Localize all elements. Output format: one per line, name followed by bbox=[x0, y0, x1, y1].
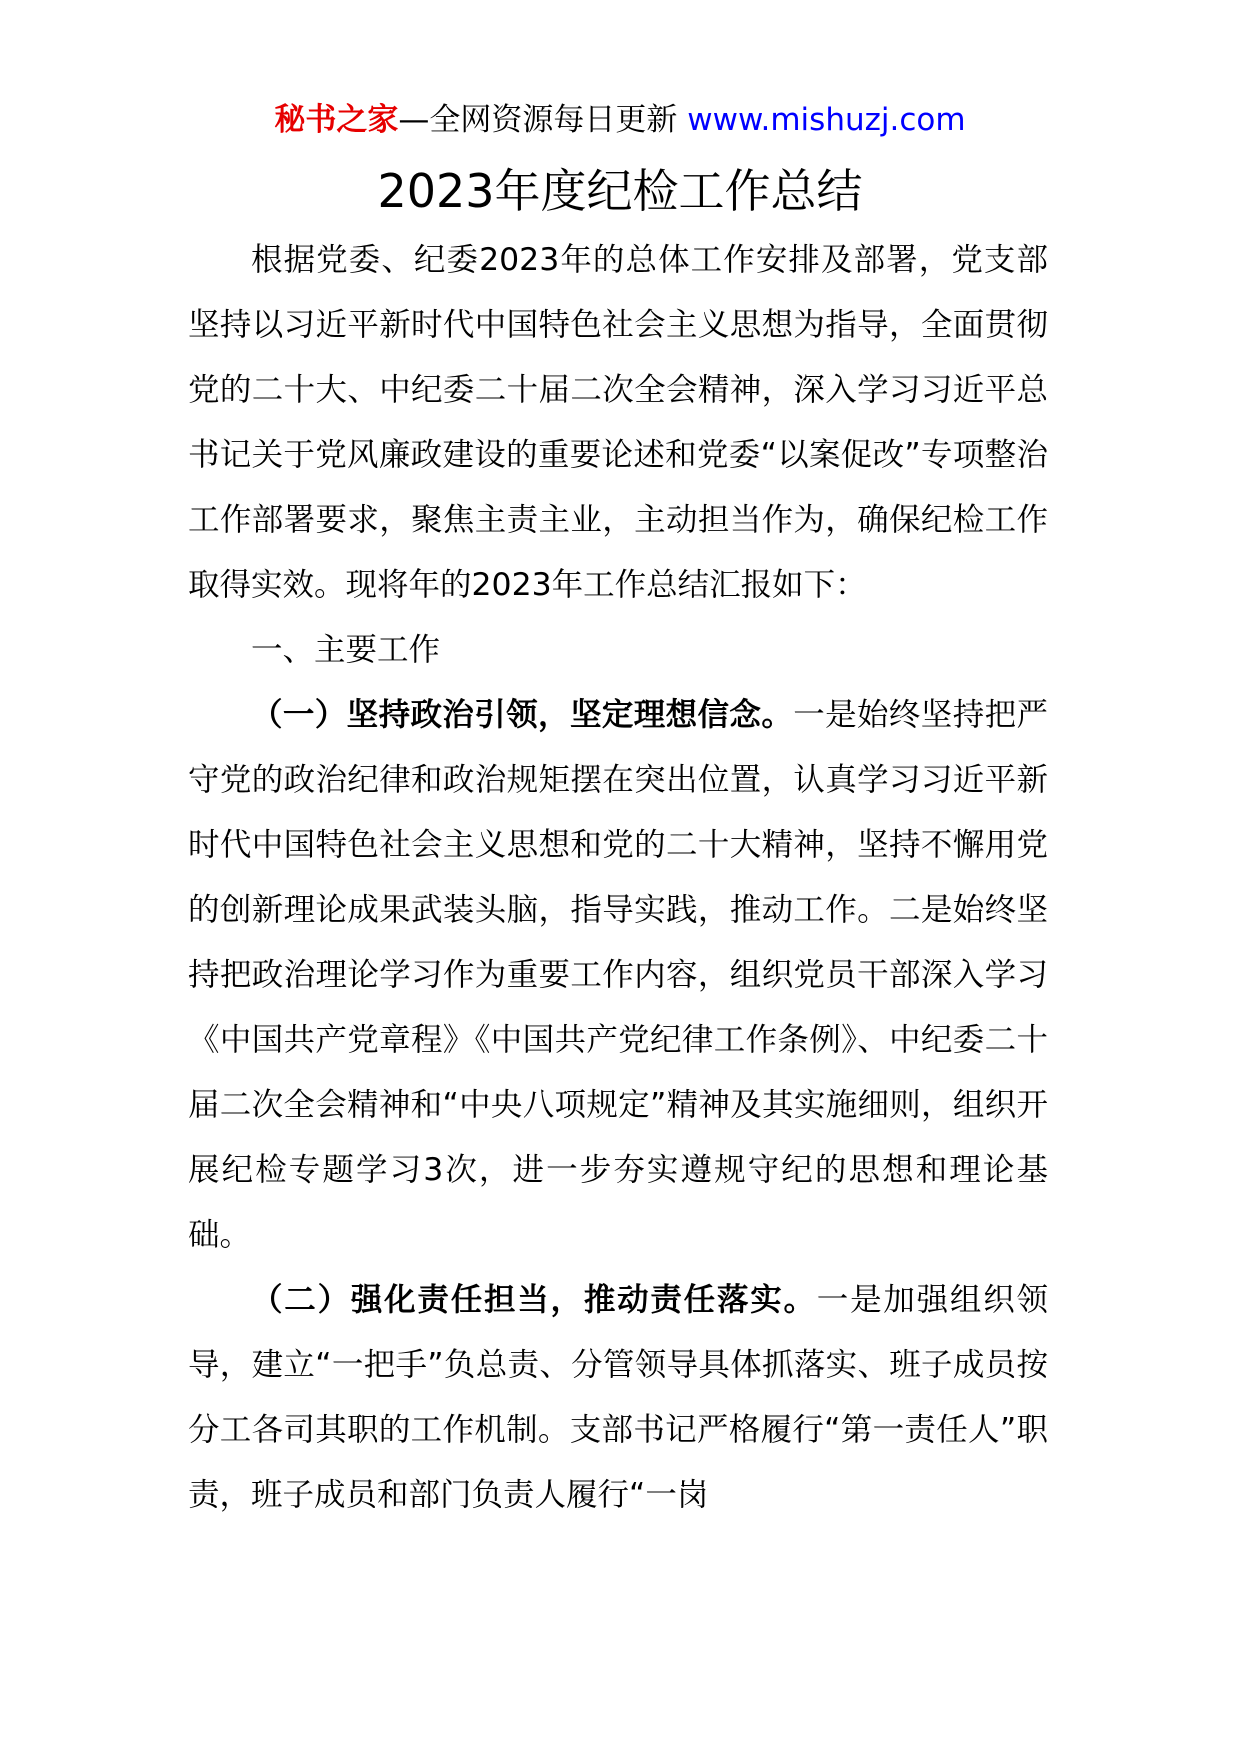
item-1-body: 一是始终坚持把严守党的政治纪律和政治规矩摆在突出位置，认真学习习近平新时代中国特色社会主义思想和党的二十大精神，坚持不懈用党的创新理论成果武装头脑，指导实践，推动工作。二是始终坚持把政治理论学习作为重要工作内容，组织党员干部深入学习《中国共产党章程》《中国共产党纪律工作条例》、中纪委二十届二次全会精神和“中央八项规定”精神及其实施细则，组织开展纪检专题学习3次，进一步夯实遵规守纪的思想和理论基础。 bbox=[188, 697, 1048, 1253]
site-brand: 秘书之家 bbox=[274, 102, 399, 138]
section-heading-main-work: 一、主要工作 bbox=[251, 632, 441, 668]
item-1-paragraph bbox=[188, 683, 1048, 1268]
document-title: 2023年度纪检工作总结 bbox=[377, 164, 863, 218]
intro-paragraph: 根据党委、纪委2023年的总体工作安排及部署，党支部坚持以习近平新时代中国特色社会主义思想为指导，全面贯彻党的二十大、中纪委二十届二次全会精神，深入学习习近平总书记关于党风廉政建设的重要论述和党委“以案促改”专项整治工作部署要求，聚焦主责主业，主动担当作为，确保纪检工作取得实效。现将年的2023年工作总结汇报如下： bbox=[188, 242, 1048, 603]
site-slogan: —全网资源每日更新 bbox=[398, 102, 678, 138]
item-2-paragraph bbox=[188, 1268, 1048, 1528]
document-body bbox=[188, 228, 1048, 1528]
item-2-title: （二）强化责任担当，推动责任落实。 bbox=[251, 1282, 817, 1318]
item-2-body: 一是加强组织领导，建立“一把手”负总责、分管领导具体抓落实、班子成员按分工各司其职的工作机制。支部书记严格履行“第一责任人”职责，班子成员和部门负责人履行“一岗 bbox=[188, 1282, 1048, 1513]
site-url-link[interactable]: www.mishuzj.com bbox=[687, 102, 966, 138]
site-header bbox=[0, 98, 1240, 142]
item-1-title: （一）坚持政治引领，坚定理想信念。 bbox=[251, 697, 794, 733]
